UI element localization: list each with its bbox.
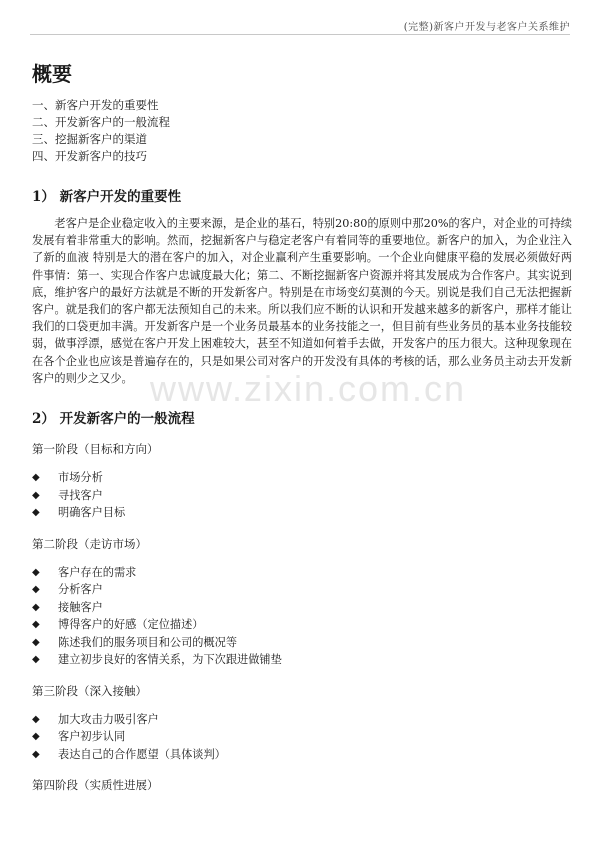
list-item bbox=[32, 504, 572, 522]
stage-title: 第一阶段（目标和方向） bbox=[32, 442, 159, 457]
bullet-list bbox=[32, 711, 572, 764]
list-item bbox=[32, 581, 572, 599]
diamond-bullet-icon: ◆ bbox=[32, 472, 40, 484]
list-item bbox=[32, 599, 572, 617]
list-item-text: 表达自己的合作愿望（具体谈判） bbox=[58, 747, 226, 761]
watermark: www.zixin.com.cn bbox=[150, 368, 467, 409]
diamond-bullet-icon: ◆ bbox=[32, 601, 40, 613]
list-item-text: 客户存在的需求 bbox=[58, 565, 137, 579]
stage-block bbox=[32, 777, 572, 793]
diamond-bullet-icon: ◆ bbox=[32, 584, 40, 596]
stage-block bbox=[32, 536, 572, 669]
list-item-text: 市场分析 bbox=[58, 471, 103, 485]
diamond-bullet-icon: ◆ bbox=[32, 619, 40, 631]
document-body bbox=[32, 54, 572, 805]
section-heading: 1） 新客户开发的重要性 bbox=[32, 189, 182, 205]
toc-item: 四、开发新客户的技巧 bbox=[32, 149, 147, 163]
diamond-bullet-icon: ◆ bbox=[32, 713, 40, 725]
list-item bbox=[32, 564, 572, 582]
stage-title: 第二阶段（走访市场） bbox=[32, 536, 147, 551]
header-rule bbox=[30, 34, 570, 35]
diamond-bullet-icon: ◆ bbox=[32, 654, 40, 666]
bullet-list bbox=[32, 469, 572, 522]
list-item-text: 分析客户 bbox=[58, 583, 103, 597]
diamond-bullet-icon: ◆ bbox=[32, 748, 40, 760]
toc-item: 一、新客户开发的重要性 bbox=[32, 98, 159, 112]
list-item-text: 明确客户目标 bbox=[58, 506, 126, 520]
diamond-bullet-icon: ◆ bbox=[32, 731, 40, 743]
bullet-list bbox=[32, 564, 572, 669]
list-item bbox=[32, 487, 572, 505]
list-item-text: 加大攻击力吸引客户 bbox=[58, 712, 159, 726]
list-item-text: 接触客户 bbox=[58, 600, 103, 614]
list-item bbox=[32, 616, 572, 634]
diamond-bullet-icon: ◆ bbox=[32, 566, 40, 578]
toc-item: 三、挖掘新客户的渠道 bbox=[32, 132, 147, 146]
stage-title: 第四阶段（实质性进展） bbox=[32, 778, 159, 793]
toc-item: 二、开发新客户的一般流程 bbox=[32, 115, 170, 129]
list-item-text: 建立初步良好的客情关系，为下次跟进做铺垫 bbox=[58, 653, 282, 667]
list-item-text: 博得客户的好感（定位描述） bbox=[58, 618, 204, 632]
table-of-contents bbox=[32, 97, 572, 165]
list-item bbox=[32, 469, 572, 487]
stage-block bbox=[32, 683, 572, 764]
list-item bbox=[32, 728, 572, 746]
list-item bbox=[32, 634, 572, 652]
list-item bbox=[32, 651, 572, 669]
list-item-text: 寻找客户 bbox=[58, 488, 103, 502]
running-header: (完整)新客户开发与老客户关系维护 bbox=[403, 22, 570, 33]
list-item-text: 陈述我们的服务项目和公司的概况等 bbox=[58, 635, 238, 649]
diamond-bullet-icon: ◆ bbox=[32, 636, 40, 648]
section-heading: 2） 开发新客户的一般流程 bbox=[32, 411, 195, 428]
diamond-bullet-icon: ◆ bbox=[32, 507, 40, 519]
stage-block bbox=[32, 441, 572, 522]
list-item bbox=[32, 746, 572, 764]
list-item-text: 客户初步认同 bbox=[58, 730, 126, 744]
diamond-bullet-icon: ◆ bbox=[32, 489, 40, 501]
page-title: 概要 bbox=[32, 62, 72, 86]
list-item bbox=[32, 711, 572, 729]
stage-title: 第三阶段（深入接触） bbox=[32, 683, 147, 698]
body-paragraph: 老客户是企业稳定收入的主要来源，是企业的基石，特别20:80的原则中那20%的客户，对企业的可持续发展有着非常重大的影响。然而，挖掘新客户与稳定老客户有着同等的重要地位。新客户的加入，为企业注入了新的血液 特别是大的潜在客户的加入，对企业赢利产生重要影响。一个企业向健康平稳的发展必须做好两件事情：第一、实现合作客户忠诚度最大化；第二、不断挖掘新客户资源并将其发展成为合作客户。其实说到底，维护客户的最好方法就是不断的开发新客户。特别是在市场变幻莫测的今天。别说是我们自己无法把握新客户。就是我们的客户都无法预知自己的未来。所以我们应不断的认识和开发越来越多的新客户，那样才能让我们的口袋更加丰满。开发新客户是一个业务员最基本的业务技能之一，但目前有些业务员的基本业务技能较弱，做事浮漂，感觉在客户开发上困难较大，甚至不知道如何着手去做，开发客户的压力很大。这种现象现在在各个企业也应该是普遍存在的，只是如果公司对客户的开发没有具体的考核的话，那么业务员主动去开发新客户的则少之又少。 bbox=[32, 217, 572, 385]
